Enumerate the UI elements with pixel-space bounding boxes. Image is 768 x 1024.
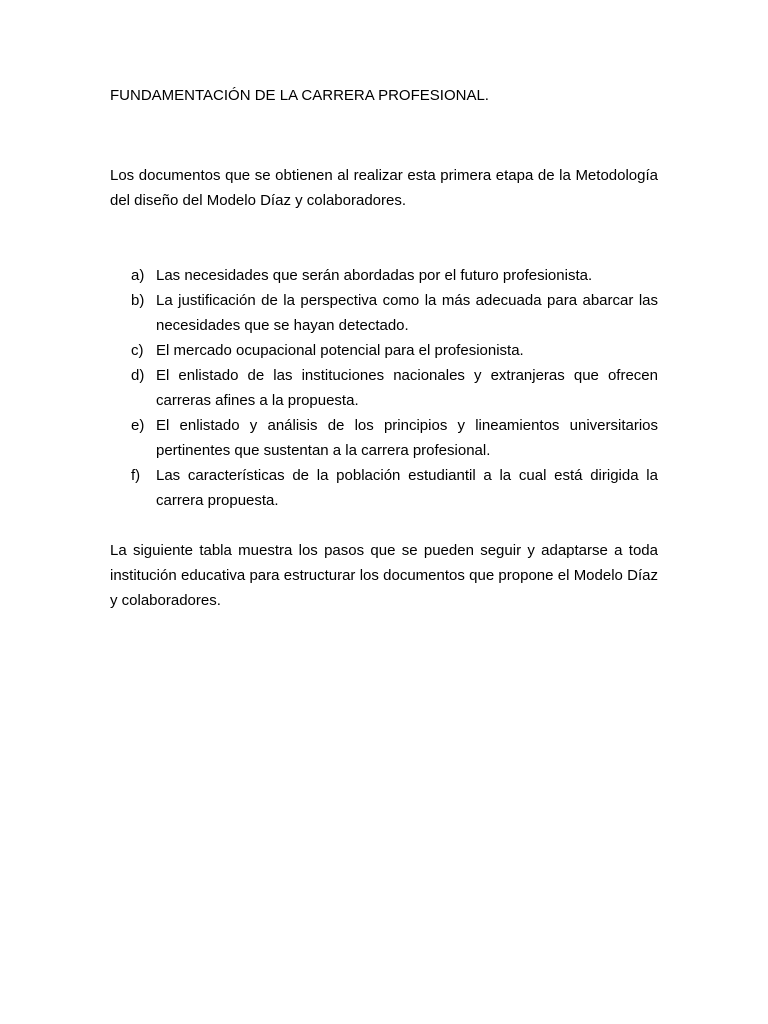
list-item <box>110 288 658 338</box>
list-marker: c) <box>131 342 144 359</box>
intro-paragraph: Los documentos que se obtienen al realizar esta primera etapa de la Metodología del diseño del Modelo Díaz y colaboradores. <box>110 167 658 209</box>
list-marker: f) <box>131 467 141 484</box>
list-item-text: Las características de la población estudiantil a la cual está dirigida la carrera propuesta. <box>156 467 658 509</box>
list-marker: e) <box>131 417 145 434</box>
list-marker: d) <box>131 367 145 384</box>
list-marker: b) <box>131 292 145 309</box>
list-item-text: Las necesidades que serán abordadas por el futuro profesionista. <box>156 267 593 284</box>
document-body <box>110 83 658 613</box>
list-item-text: El mercado ocupacional potencial para el profesionista. <box>156 342 524 359</box>
documents-list <box>110 263 658 513</box>
list-item <box>110 263 658 288</box>
closing-paragraph: La siguiente tabla muestra los pasos que se pueden seguir y adaptarse a toda institución educativa para estructurar los documentos que propone el Modelo Díaz y colaboradores. <box>110 542 658 609</box>
list-item <box>110 338 658 363</box>
list-item-text: El enlistado de las instituciones nacionales y extranjeras que ofrecen carreras afines a la propuesta. <box>156 367 658 409</box>
list-marker: a) <box>131 267 145 284</box>
list-item <box>110 363 658 413</box>
list-item <box>110 463 658 513</box>
document-title: FUNDAMENTACIÓN DE LA CARRERA PROFESIONAL. <box>110 87 489 104</box>
list-item <box>110 413 658 463</box>
list-item-text: La justificación de la perspectiva como la más adecuada para abarcar las necesidades que se hayan detectado. <box>156 292 658 334</box>
list-item-text: El enlistado y análisis de los principios y lineamientos universitarios pertinentes que sustentan a la carrera profesional. <box>156 417 658 459</box>
